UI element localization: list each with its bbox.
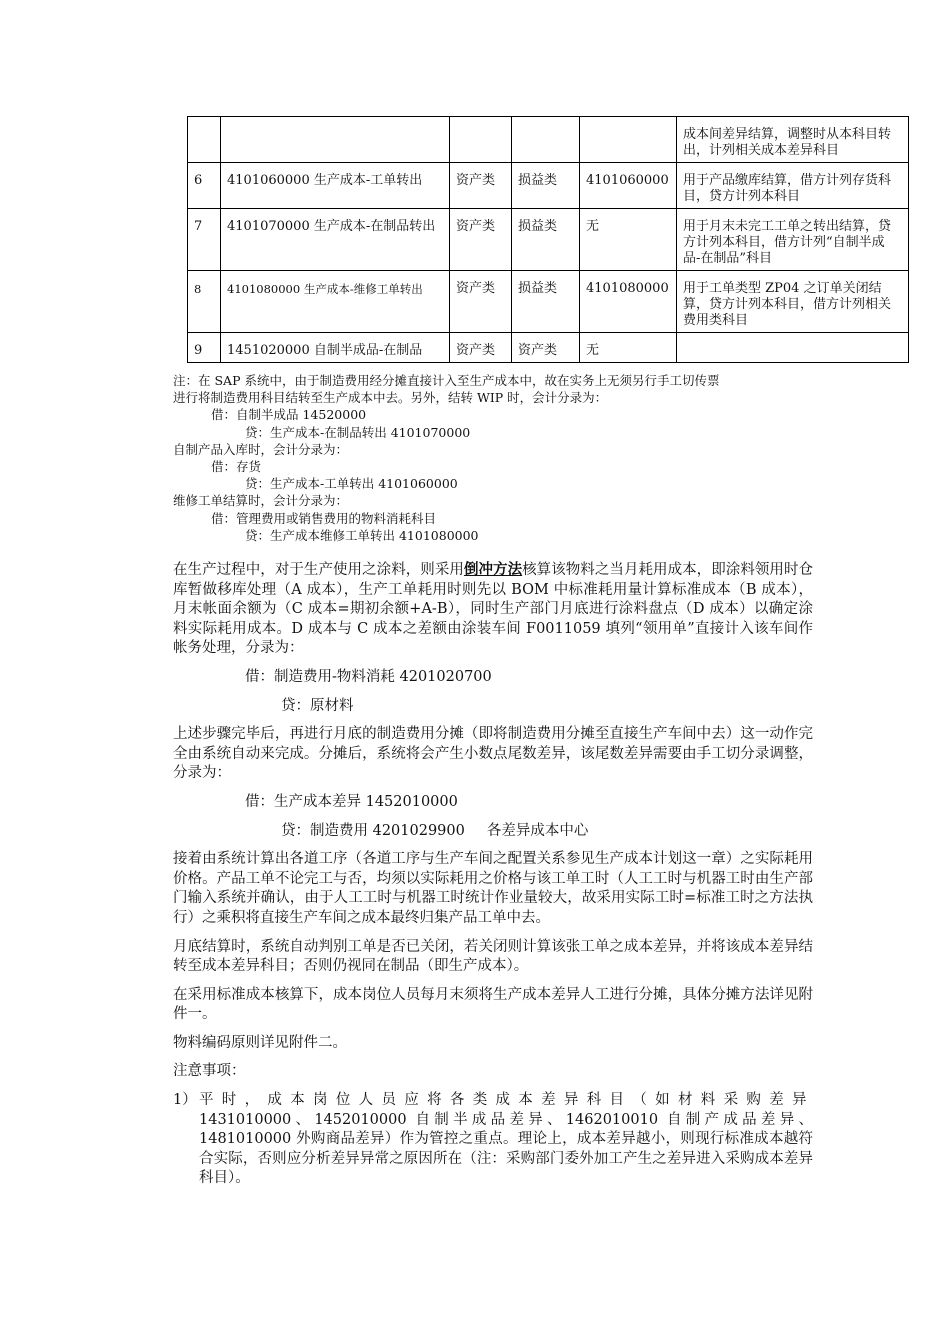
type1-cell: 资产类 — [450, 333, 512, 363]
account-cell: 1451020000 自制半成品-在制品 — [221, 333, 450, 363]
description-cell: 用于工单类型 ZP04 之订单关闭结算，贷方计列本科目，借方计列相关费用类科目 — [677, 271, 909, 333]
row-number-cell — [188, 117, 221, 163]
table-row — [188, 163, 909, 209]
note-line: 维修工单结算时，会计分录为： — [173, 493, 349, 509]
debit-entry: 借：自制半成品 14520000 — [211, 407, 367, 423]
table-row — [188, 271, 909, 333]
row-number-cell: 8 — [188, 271, 221, 333]
table-row — [188, 117, 909, 163]
type1-cell: 资产类 — [450, 271, 512, 333]
table-row — [188, 209, 909, 271]
description-cell — [677, 333, 909, 363]
body-text — [173, 560, 813, 1189]
type1-cell: 资产类 — [450, 163, 512, 209]
paragraph-allocation: 上述步骤完毕后，再进行月底的制造费用分摊（即将制造费用分摊至直接生产车间中去）这一动作完全由系统自动来完成。分摊后，系统将会产生小数点尾数差异，该尾数差异需要由手工切分录调整，分录为： — [173, 726, 813, 782]
note-line: 注：在 SAP 系统中，由于制造费用经分摊直接计入至生产成本中，故在实务上无须另行手工切传票 — [173, 373, 720, 388]
debit-entry: 借：生产成本差异 1452010000 — [245, 793, 458, 810]
type1-cell — [450, 117, 512, 163]
code-cell: 无 — [580, 333, 677, 363]
account-table — [187, 116, 909, 363]
type2-cell — [512, 117, 580, 163]
type1-cell: 资产类 — [450, 209, 512, 271]
code-cell: 无 — [580, 209, 677, 271]
account-cell: 4101080000 生产成本-维修工单转出 — [221, 271, 450, 333]
account-cell: 4101060000 生产成本-工单转出 — [221, 163, 450, 209]
type2-cell: 损益类 — [512, 209, 580, 271]
paragraph-process-price: 接着由系统计算出各道工序（各道工序与生产车间之配置关系参见生产成本计划这一章）之实际耗用价格。产品工单不论完工与否，均须以实际耗用之价格与该工单工时（人工工时与机器工时由生产部门输入系统并确认，由于人工工时与机器工时统计作业量较大，故采用实际工时=标准工时之方法执行）之乘积将直接生产车间之成本最终归集产品工单中去。 — [173, 851, 813, 926]
backflush-term: 倒冲方法 — [463, 561, 523, 578]
credit-entry: 贷：生产成本-工单转出 4101060000 — [245, 476, 458, 492]
notes-heading: 注意事项： — [173, 1063, 246, 1080]
row-number-cell: 9 — [188, 333, 221, 363]
code-cell — [580, 117, 677, 163]
row-number-cell: 6 — [188, 163, 221, 209]
description-cell: 成本间差异结算，调整时从本科目转出，计列相关成本差异科目 — [677, 117, 909, 163]
paragraph-backflush: 在生产过程中，对于生产使用之涂料，则采用倒冲方法核算该物料之当月耗用成本，即涂料领用时仓库暂做移库处理（A 成本），生产工单耗用时则先以 BOM 中标准耗用量计算标准成本（B 成本），月末帐面余额为（C 成本=期初余额+A-B），同时生产部门月底进行涂料盘点（D 成本）以确定涂料实际耗用成本。D 成本与 C 成本之差额由涂装车间 F0011059 填列“领用单”直接计入该车间作帐务处理，分录为： — [173, 561, 814, 657]
code-cell: 4101060000 — [580, 163, 677, 209]
type2-cell: 资产类 — [512, 333, 580, 363]
note-line: 自制产品入库时，会计分录为： — [173, 441, 349, 457]
credit-entry: 贷：生产成本维修工单转出 4101080000 — [245, 527, 479, 543]
accounting-note — [173, 372, 823, 544]
account-cell — [221, 117, 450, 163]
row-number-cell: 7 — [188, 209, 221, 271]
description-cell: 用于月末未完工工单之转出结算，贷方计列本科目，借方计列“自制半成品-在制品”科目 — [677, 209, 909, 271]
debit-entry: 借：管理费用或销售费用的物料消耗科目 — [211, 510, 437, 526]
note-line: 进行将制造费用科目结转至生产成本中去。另外，结转 WIP 时，会计分录为： — [173, 390, 608, 406]
paragraph-material-coding: 物料编码原则详见附件二。 — [173, 1034, 347, 1051]
list-number: 1） — [173, 1092, 197, 1109]
list-item: 1） 平时，成本岗位人员应将各类成本差异科目（如材料采购差异1431010000、1452010000 自制半成品差异、1462010010 自制产成品差异、1481010000 外购商品差异）作为管控之重点。理论上，成本差异越小，则现行标准成本越符合实际，否则应分析差异异常之原因所在（注：采购部门委外加工产生之差异进入采购成本差异科目）。 — [173, 1091, 813, 1189]
type2-cell: 损益类 — [512, 163, 580, 209]
table-row — [188, 333, 909, 363]
account-cell: 4101070000 生产成本-在制品转出 — [221, 209, 450, 271]
paragraph-variance-allocation: 在采用标准成本核算下，成本岗位人员每月末须将生产成本差异人工进行分摊，具体分摊方法详见附件一。 — [173, 986, 813, 1023]
paragraph-month-end: 月底结算时，系统自动判别工单是否已关闭，若关闭则计算该张工单之成本差异，并将该成本差异结转至成本差异科目；否则仍视同在制品（即生产成本）。 — [173, 938, 813, 975]
description-cell: 用于产品缴库结算，借方计列存货科目，贷方计列本科目 — [677, 163, 909, 209]
credit-entry: 贷：制造费用 4201029900 各差异成本中心 — [281, 822, 589, 839]
debit-entry: 借：存货 — [211, 459, 262, 475]
credit-entry: 贷：原材料 — [281, 697, 354, 714]
credit-entry: 贷：生产成本-在制品转出 4101070000 — [245, 424, 471, 440]
debit-entry: 借：制造费用-物料消耗 4201020700 — [245, 668, 492, 685]
type2-cell: 损益类 — [512, 271, 580, 333]
code-cell: 4101080000 — [580, 271, 677, 333]
